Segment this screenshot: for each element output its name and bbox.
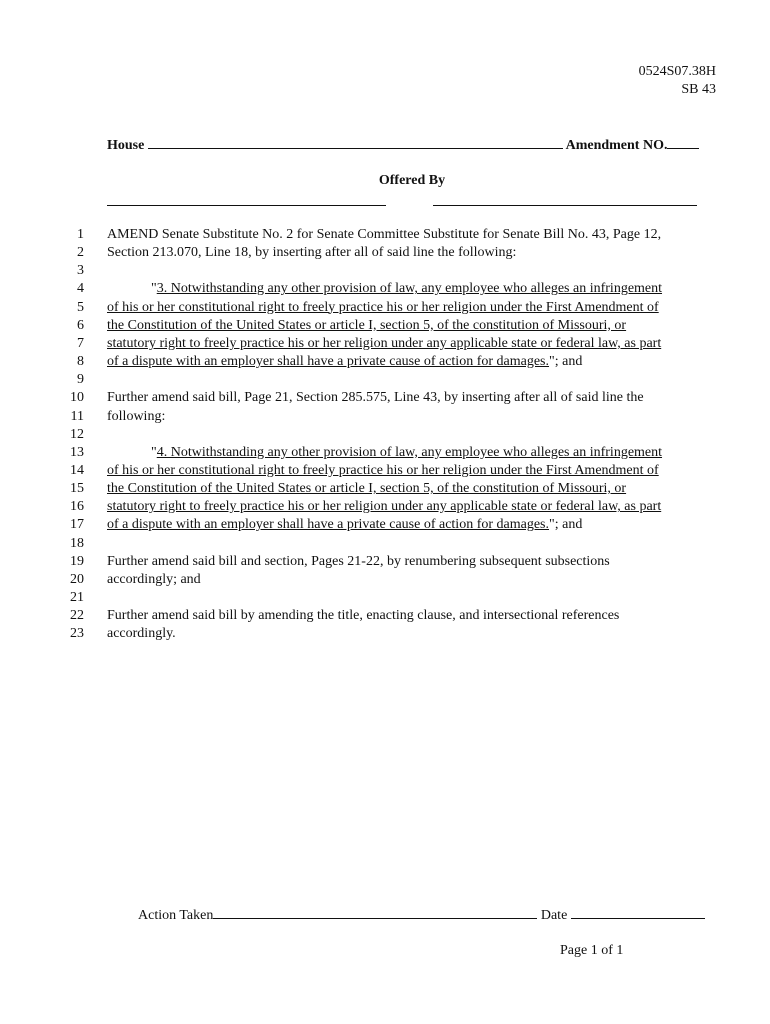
- inserted-text: the Constitution of the United States or article I, section 5, of the constitution of Missouri, or: [107, 317, 627, 333]
- line-text: [107, 318, 626, 334]
- line-text: [107, 336, 661, 352]
- line-text: [107, 300, 659, 316]
- line-text: accordingly.: [107, 626, 176, 642]
- closing-text: "; and: [549, 354, 583, 370]
- line-number: 17: [70, 517, 84, 533]
- offered-by-signature-line-right: [433, 205, 697, 206]
- amendment-label: Amendment NO.: [565, 138, 668, 153]
- house-amendment-line: [107, 136, 712, 154]
- offered-by-signature-line-left: [107, 205, 386, 206]
- line-number: 7: [77, 335, 84, 351]
- line-text: [107, 281, 662, 297]
- line-number: 15: [70, 481, 84, 497]
- line-number: 3: [77, 263, 84, 279]
- line-text: [107, 463, 659, 479]
- action-taken-line: [138, 906, 705, 924]
- closing-text: "; and: [549, 517, 583, 533]
- inserted-text: 4. Notwithstanding any other provision of law, any employee who alleges an infringement: [156, 444, 663, 460]
- line-number: 16: [70, 499, 84, 515]
- opening-quote: ": [151, 444, 157, 460]
- action-taken-blank: [213, 906, 537, 919]
- line-number: 6: [77, 317, 84, 333]
- date-blank: [571, 906, 705, 919]
- line-number: 4: [77, 281, 84, 297]
- line-text: Section 213.070, Line 18, by inserting after all of said line the following:: [107, 245, 517, 261]
- inserted-text: 3. Notwithstanding any other provision of law, any employee who alleges an infringement: [156, 281, 663, 297]
- line-text: following:: [107, 408, 166, 424]
- inserted-text: the Constitution of the United States or article I, section 5, of the constitution of Missouri, or: [107, 481, 627, 497]
- line-text: Further amend said bill, Page 21, Section 285.575, Line 43, by inserting after all of said line the: [107, 390, 644, 406]
- line-number: 20: [70, 571, 84, 587]
- page-number: Page 1 of 1: [560, 943, 624, 958]
- line-number: 2: [77, 245, 84, 261]
- line-text: [107, 445, 662, 461]
- line-number: 9: [77, 372, 84, 388]
- line-number: 14: [70, 462, 84, 478]
- house-label: House: [107, 138, 145, 153]
- line-text: accordingly; and: [107, 571, 201, 587]
- line-number: 8: [77, 354, 84, 370]
- line-text: [107, 517, 582, 533]
- line-number: 21: [70, 590, 84, 605]
- house-blank: [148, 136, 563, 149]
- line-number: 1: [77, 227, 84, 242]
- offered-by-heading: Offered By: [378, 173, 446, 188]
- inserted-text: statutory right to freely practice his or her religion under any applicable state or federal law, as part: [107, 499, 662, 515]
- line-text: Further amend said bill and section, Pages 21-22, by renumbering subsequent subsections: [107, 553, 610, 569]
- document-identifier: [639, 63, 716, 99]
- line-number: 13: [70, 444, 84, 460]
- line-number: 11: [70, 408, 84, 424]
- inserted-text: of his or her constitutional right to freely practice his or her religion under the First Amendment of: [107, 299, 659, 315]
- line-text: AMEND Senate Substitute No. 2 for Senate Committee Substitute for Senate Bill No. 43, Page 12,: [107, 227, 662, 242]
- line-number: 5: [77, 299, 84, 315]
- line-number: 10: [70, 390, 84, 406]
- line-number: 23: [70, 626, 84, 642]
- inserted-text: of a dispute with an employer shall have a private cause of action for damages.: [107, 517, 550, 533]
- line-text: [107, 499, 661, 515]
- line-text: Further amend said bill by amending the title, enacting clause, and intersectional references: [107, 608, 620, 624]
- action-taken-label: Action Taken: [138, 908, 214, 923]
- amendment-number-blank: [667, 136, 699, 149]
- line-number: 12: [70, 426, 84, 442]
- inserted-text: of a dispute with an employer shall have a private cause of action for damages.: [107, 354, 550, 370]
- bill-number: SB 43: [681, 82, 716, 97]
- doc-code: 0524S07.38H: [638, 64, 716, 79]
- inserted-text: of his or her constitutional right to freely practice his or her religion under the First Amendment of: [107, 462, 659, 478]
- inserted-text: statutory right to freely practice his or her religion under any applicable state or federal law, as part: [107, 335, 662, 351]
- date-label: Date: [540, 908, 568, 923]
- line-number: 22: [70, 608, 84, 624]
- opening-quote: ": [151, 281, 157, 297]
- line-text: [107, 354, 582, 370]
- line-number: 19: [70, 553, 84, 569]
- line-number: 18: [70, 535, 84, 551]
- line-text: [107, 481, 626, 497]
